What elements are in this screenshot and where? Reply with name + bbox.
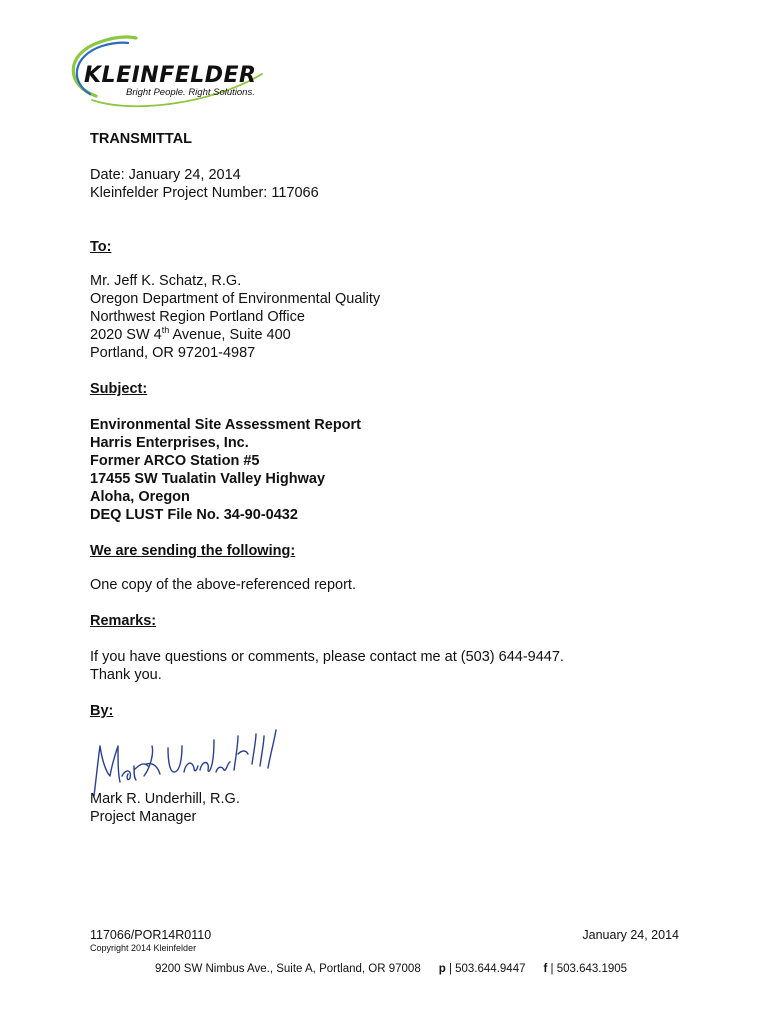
- subject-line: Aloha, Oregon: [90, 489, 190, 505]
- recipient-office: Northwest Region Portland Office: [90, 309, 305, 325]
- remarks-heading: Remarks:: [90, 613, 157, 629]
- date-line: Date: January 24, 2014: [90, 167, 241, 183]
- footer-phone: | 503.644.9447: [448, 963, 526, 975]
- to-heading: To:: [90, 239, 112, 255]
- subject-line: Former ARCO Station #5: [90, 453, 260, 469]
- signer-title: Project Manager: [90, 809, 197, 825]
- subject-lines: [90, 416, 361, 524]
- recipient-organization: Oregon Department of Environmental Quality: [90, 291, 381, 307]
- footer-fax: | 503.643.1905: [550, 963, 628, 975]
- subject-line: DEQ LUST File No. 34-90-0432: [90, 507, 298, 523]
- remarks-line-1: If you have questions or comments, please contact me at (503) 644-9447.: [90, 649, 564, 665]
- footer-address: 9200 SW Nimbus Ave., Suite A, Portland, OR 97008: [155, 963, 421, 975]
- footer-copyright: Copyright 2014 Kleinfelder: [90, 943, 197, 953]
- sending-heading: We are sending the following:: [90, 543, 296, 559]
- logo-wordmark: KLEINFELDER: [84, 63, 257, 88]
- fax-label: f: [543, 963, 548, 975]
- project-number-line: Kleinfelder Project Number: 117066: [90, 185, 319, 201]
- phone-label: p: [438, 963, 446, 975]
- document-type-heading: TRANSMITTAL: [90, 131, 193, 147]
- footer-document-id: 117066/POR14R0110: [90, 928, 212, 942]
- signer-name: Mark R. Underhill, R.G.: [90, 791, 240, 807]
- kleinfelder-logo: [62, 34, 272, 114]
- handwritten-signature: [88, 720, 288, 800]
- subject-heading: Subject:: [90, 381, 148, 397]
- remarks-line-2: Thank you.: [90, 667, 162, 683]
- recipient-street: 2020 SW 4th Avenue, Suite 400: [90, 325, 291, 343]
- subject-line: Environmental Site Assessment Report: [90, 417, 362, 433]
- subject-line: Harris Enterprises, Inc.: [90, 435, 249, 451]
- recipient-name: Mr. Jeff K. Schatz, R.G.: [90, 273, 242, 289]
- footer-contact-line: [155, 963, 627, 975]
- recipient-city: Portland, OR 97201-4987: [90, 345, 256, 361]
- logo-tagline: Bright People. Right Solutions.: [126, 87, 255, 98]
- subject-line: 17455 SW Tualatin Valley Highway: [90, 471, 326, 487]
- footer-date: January 24, 2014: [582, 928, 679, 942]
- by-heading: By:: [90, 703, 114, 719]
- recipient-address-block: [90, 272, 380, 362]
- sending-text: One copy of the above-referenced report.: [90, 577, 356, 593]
